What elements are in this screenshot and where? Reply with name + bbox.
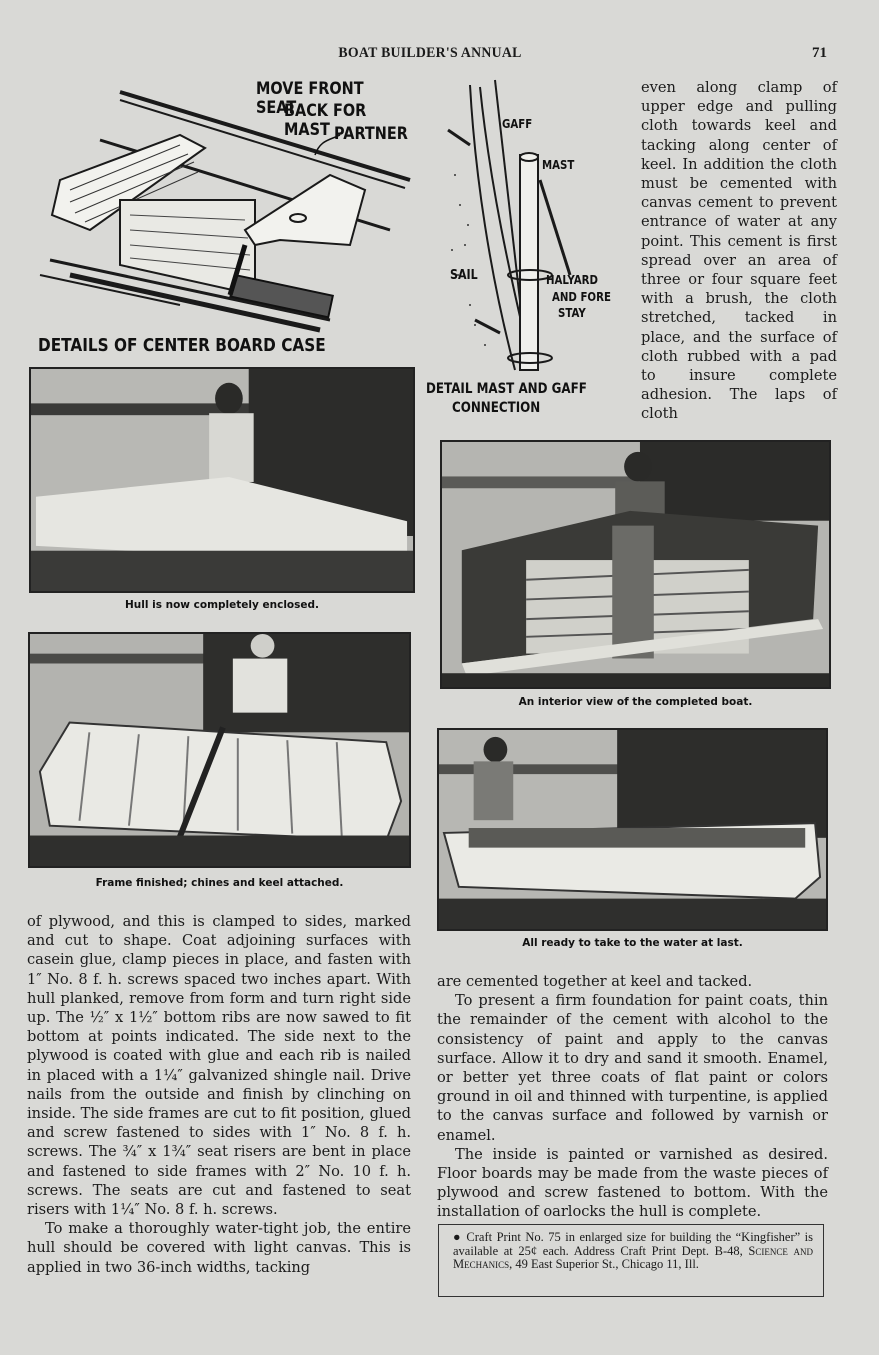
callout-line-2: BACK FOR MAST — [284, 101, 367, 140]
mast-gaff-title-2: CONNECTION — [452, 400, 541, 416]
caption-hull-enclosed: Hull is now completely enclosed. — [124, 599, 320, 611]
photo-image — [439, 730, 826, 929]
magazine-name: Science and Mechanics — [453, 1243, 813, 1271]
label-mast: MAST — [542, 158, 575, 172]
photo-frame-finished — [28, 632, 411, 868]
center-board-illustration — [30, 80, 430, 370]
paragraph: To present a firm foundation for paint coats, thin the remainder of the cement with alcohol to the consistency of paint and apply to the canvas surface. Allow it to dry and sand it smooth. Enamel, or better yet three coats of flat paint or colors ground in oil and thinned with turpentine, is applied to the canvas surface and followed by varnish or enamel. — [437, 992, 828, 1144]
note-text-1: Craft Print No. 75 in enlarged size for building the “Kingfisher” is available at 25¢ each. Address Craft Print Dept. B-48, — [453, 1230, 813, 1258]
mast-gaff-drawing — [430, 75, 640, 375]
right-column-text — [437, 972, 828, 1222]
mast-gaff-title-1: DETAIL MAST AND GAFF — [426, 381, 587, 397]
running-title: BOAT BUILDER'S ANNUAL — [338, 45, 522, 61]
callout-line-1: MOVE FRONT SEAT — [256, 79, 364, 118]
note-text-2: , 49 East Superior St., Chicago 11, Ill. — [509, 1257, 699, 1271]
photo-hull-enclosed — [29, 367, 415, 593]
paragraph: To make a thoroughly water-tight job, the entire hull should be covered with light canvas. This is applied in two 36-inch widths, tacking — [27, 1220, 411, 1276]
paragraph: of plywood, and this is clamped to sides, marked and cut to shape. Coat adjoining surfaces with casein glue, clamp pieces in place, and fasten with 1″ No. 8 f. h. screws spaced two inches apart. With hull planked, remove from form and turn right side up. The ½″ x 1½″ bottom ribs are now sawed to fit bottom at points indicated. The side next to the plywood is coated with glue and each rib is nailed in placed with a 1¼″ galvanized shingle nail. Drive nails from the outside and finish by clinching on inside. The side frames are cut to fit position, glued and screw fastened to sides with 1″ No. 8 f. h. screws. The ¾″ x 1¾″ seat risers are bent in place and fastened to side frames with 2″ No. 10 f. h. screws. The seats are cut and fastened to seat risers with 1¼″ No. 8 f. h. screws. — [27, 913, 411, 1219]
label-fore: AND FORE — [552, 290, 611, 304]
caption-interior-view: An interior view of the completed boat. — [518, 696, 753, 708]
bullet-icon: ● — [453, 1230, 462, 1244]
paragraph: are cemented together at keel and tacked. — [437, 973, 753, 990]
photo-image — [442, 442, 829, 687]
label-sail: SAIL — [450, 268, 478, 283]
left-column-text — [27, 912, 411, 1277]
craft-print-note — [438, 1224, 824, 1297]
page-number: 71 — [812, 45, 827, 61]
paragraph: even along clamp of upper edge and pulling cloth towards keel and tacking along center of keel. In addition the cloth must be cemented with canvas cement to prevent entrance of water at any point. This cement is first spread over an area of three or four square feet with a brush, the cloth stretched, tacked in place, and the surface of cloth rubbed with a pad to insure complete adhesion. The laps of cloth — [641, 79, 837, 423]
photo-image — [31, 369, 413, 591]
top-right-text — [641, 78, 837, 424]
callout-line-3: PARTNER — [334, 124, 408, 144]
label-halyard: HALYARD — [546, 273, 598, 287]
paragraph: The inside is painted or varnished as desired. Floor boards may be made from the waste pieces of plywood and screw fastened to bottom. With the installation of oarlocks the hull is complete. — [437, 1145, 828, 1221]
caption-ready-for-water: All ready to take to the water at last. — [522, 937, 743, 949]
label-gaff: GAFF — [502, 117, 533, 131]
photo-interior-view — [440, 440, 831, 689]
mast-gaff-illustration — [426, 75, 640, 435]
photo-image — [30, 634, 409, 866]
caption-frame-finished: Frame finished; chines and keel attached. — [95, 877, 344, 889]
photo-ready-for-water — [437, 728, 828, 931]
label-stay-text: STAY — [558, 306, 586, 320]
center-board-title: DETAILS OF CENTER BOARD CASE — [38, 335, 326, 356]
